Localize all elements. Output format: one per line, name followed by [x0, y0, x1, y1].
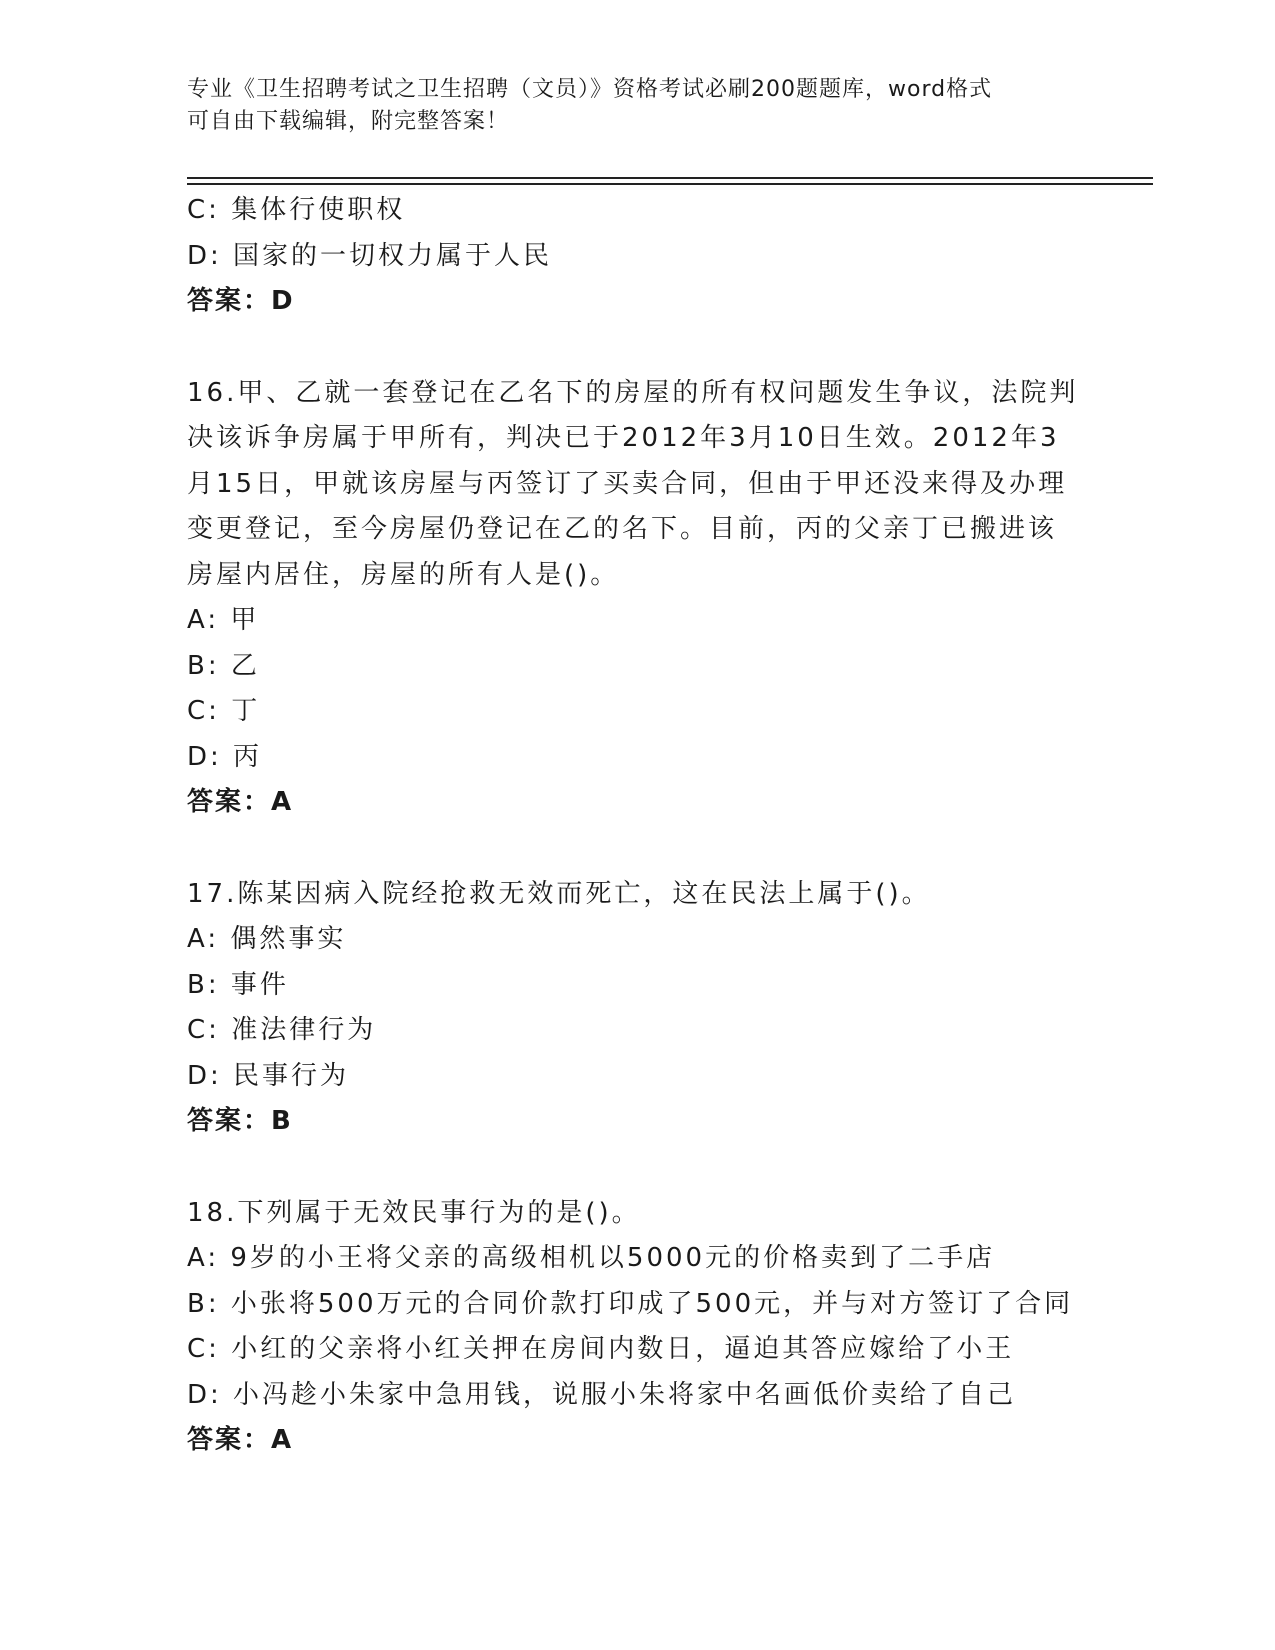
option-c [187, 1327, 1077, 1373]
question-stem-line: 16.甲、乙就一套登记在乙名下的房屋的所有权问题发生争议，法院判 [187, 377, 1079, 408]
option-text: 丁 [231, 696, 261, 726]
option-text: 准法律行为 [231, 1015, 377, 1045]
header-line-2: 可自由下载编辑，附完整答案！ [187, 109, 510, 134]
question-block-17 [187, 872, 1077, 1145]
option-a [187, 917, 1077, 963]
option-label: D: [187, 741, 222, 772]
option-c [187, 188, 1077, 234]
option-text: 丙 [233, 741, 263, 772]
option-text: 国家的一切权力属于人民 [233, 240, 553, 271]
header-divider-top [187, 177, 1153, 179]
option-label: A: [187, 1243, 220, 1273]
option-a [187, 1236, 1077, 1282]
answer-line: 答案：B [187, 1106, 293, 1136]
option-text: 小红的父亲将小红关押在房间内数日，逼迫其答应嫁给了小王 [231, 1334, 1015, 1364]
option-d [187, 735, 1077, 781]
option-label: C: [187, 696, 220, 726]
option-a [187, 598, 1077, 644]
option-text: 集体行使职权 [231, 195, 406, 225]
question-stem-line: 决该诉争房属于甲所有，判决已于2012年3月10日生效。2012年3 [187, 423, 1060, 453]
question-block-16 [187, 371, 1077, 826]
option-text: 乙 [230, 650, 260, 681]
option-label: D: [187, 1060, 222, 1091]
option-label: A: [187, 924, 220, 954]
option-text: 民事行为 [233, 1060, 350, 1091]
question-block-18 [187, 1191, 1077, 1464]
option-d [187, 234, 1077, 280]
option-label: C: [187, 195, 220, 225]
option-text: 偶然事实 [230, 924, 347, 954]
option-label: D: [187, 240, 222, 271]
question-stem-line: 月15日，甲就该房屋与丙签订了买卖合同，但由于甲还没来得及办理 [187, 468, 1068, 499]
option-label: C: [187, 1334, 220, 1364]
option-label: B: [187, 969, 220, 1000]
option-text: 事件 [230, 969, 289, 1000]
option-text: 小冯趁小朱家中急用钱，说服小朱将家中名画低价卖给了自己 [233, 1379, 1017, 1410]
option-d [187, 1054, 1077, 1100]
answer-line: 答案：D [187, 286, 295, 316]
option-label: C: [187, 1015, 220, 1045]
question-list [187, 188, 1077, 1464]
option-b [187, 644, 1077, 690]
option-text: 9岁的小王将父亲的高级相机以5000元的价格卖到了二手店 [230, 1243, 996, 1273]
question-stem: 17.陈某因病入院经抢救无效而死亡，这在民法上属于()。 [187, 878, 931, 909]
header-divider-bottom [187, 183, 1153, 185]
option-c [187, 1008, 1077, 1054]
answer-line: 答案：A [187, 1425, 294, 1455]
document-header [187, 74, 1067, 138]
option-label: A: [187, 605, 220, 635]
option-label: B: [187, 650, 220, 681]
header-line-1: 专业《卫生招聘考试之卫生招聘（文员）》资格考试必刷200题题库，word格式 [187, 77, 993, 102]
answer-line: 答案：A [187, 787, 294, 817]
option-c [187, 689, 1077, 735]
question-block-prev [187, 188, 1077, 325]
option-text: 小张将500万元的合同价款打印成了500元，并与对方签订了合同 [230, 1288, 1074, 1319]
question-stem-line: 房屋内居住，房屋的所有人是()。 [187, 559, 620, 590]
option-label: D: [187, 1379, 222, 1410]
question-stem: 18.下列属于无效民事行为的是()。 [187, 1197, 641, 1228]
option-b [187, 1282, 1077, 1328]
option-text: 甲 [230, 605, 260, 635]
question-stem-line: 变更登记，至今房屋仍登记在乙的名下。目前，丙的父亲丁已搬进该 [187, 514, 1058, 544]
option-d [187, 1373, 1077, 1419]
option-label: B: [187, 1288, 220, 1319]
option-b [187, 963, 1077, 1009]
